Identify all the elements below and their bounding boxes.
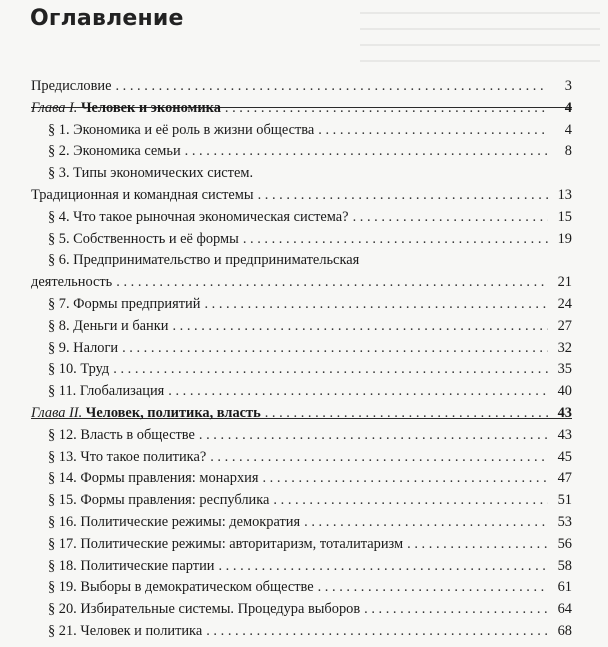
- dot-leader: [204, 294, 548, 316]
- toc-entry[interactable]: [31, 98, 572, 120]
- toc-entry-row: [31, 447, 572, 469]
- page-number: 58: [557, 557, 572, 574]
- toc-entry[interactable]: [31, 556, 572, 578]
- toc-entry[interactable]: [31, 229, 572, 251]
- toc-entry-title: § 9. Налоги: [48, 339, 119, 356]
- toc-entry-row: [31, 98, 572, 120]
- toc-entry-title: § 5. Собственность и её формы: [48, 230, 239, 247]
- dot-leader: [116, 272, 548, 294]
- dot-leader: [115, 76, 548, 98]
- dot-leader: [407, 534, 548, 556]
- dot-leader: [206, 621, 548, 643]
- toc-entry-title: § 8. Деньги и банки: [48, 317, 169, 334]
- toc-entry[interactable]: [31, 141, 572, 163]
- page-number: 43: [557, 404, 572, 421]
- toc-entry-row: [31, 338, 572, 360]
- page-number: 45: [557, 448, 572, 465]
- toc-entry[interactable]: [31, 512, 572, 534]
- page-number: 19: [557, 230, 572, 247]
- page-number: 24: [557, 295, 572, 312]
- toc-entry-title: § 4. Что такое рыночная экономическая система?: [48, 208, 349, 225]
- toc-entry-title: § 10. Труд: [48, 361, 110, 378]
- dot-leader: [113, 359, 548, 381]
- toc-entry-row: [31, 512, 572, 534]
- dot-leader: [199, 425, 548, 447]
- page-number: 68: [557, 622, 572, 639]
- toc-entry[interactable]: [31, 534, 572, 556]
- dot-leader: [225, 98, 548, 120]
- toc-entry-row: [31, 490, 572, 512]
- toc-entry-title: § 2. Экономика семьи: [48, 143, 181, 160]
- page-number: 61: [557, 579, 572, 596]
- page-number: 53: [557, 513, 572, 530]
- toc-entry-title: § 19. Выборы в демократическом обществе: [48, 579, 314, 596]
- dot-leader: [168, 381, 548, 403]
- dot-leader: [304, 512, 548, 534]
- page-title: Оглавление: [30, 6, 184, 31]
- toc-entry[interactable]: [31, 338, 572, 360]
- toc-entry-title: § 20. Избирательные системы. Процедура выборов: [48, 601, 361, 618]
- dot-leader: [185, 141, 548, 163]
- page-number: 40: [557, 383, 572, 400]
- page-number: 32: [557, 339, 572, 356]
- toc-entry-row: [31, 534, 572, 556]
- dot-leader: [210, 447, 548, 469]
- chapter-number: Глава I.: [31, 99, 81, 116]
- dot-leader: [364, 599, 548, 621]
- toc-entry-title: § 15. Формы правления: республика: [48, 492, 270, 509]
- toc-entry-title: Предисловие: [31, 78, 112, 94]
- toc-entry-title: [31, 403, 261, 425]
- toc-entry-title: § 7. Формы предприятий: [48, 295, 201, 312]
- dot-leader: [218, 556, 548, 578]
- toc-entry-row: [31, 577, 572, 599]
- toc-entry-title-line1: § 6. Предпринимательство и предпринимательская: [48, 252, 360, 269]
- toc-entry-row: [31, 359, 572, 381]
- page-number: 21: [557, 274, 572, 291]
- toc-entry-title: § 16. Политические режимы: демократия: [48, 513, 301, 530]
- toc-entry-row: [31, 207, 572, 229]
- page-number: 3: [564, 78, 572, 94]
- dot-leader: [273, 490, 548, 512]
- toc-entry-title: [31, 98, 221, 120]
- page-number: 64: [557, 601, 572, 618]
- toc-entry-row: [31, 76, 572, 98]
- toc-entry[interactable]: [31, 207, 572, 229]
- toc-entry-row: [31, 599, 572, 621]
- dot-leader: [122, 338, 548, 360]
- toc-entry-row: [31, 229, 572, 251]
- toc-entry-row: [31, 621, 572, 643]
- toc-entry[interactable]: [31, 621, 572, 643]
- toc-entry[interactable]: [31, 163, 572, 207]
- dot-leader: [265, 403, 548, 425]
- dot-leader: [258, 185, 548, 207]
- page-number: 4: [564, 99, 572, 116]
- bleed-through-texture: [360, 2, 600, 62]
- dot-leader: [353, 207, 548, 229]
- toc-entry-row: [31, 403, 572, 425]
- toc-entry[interactable]: [31, 294, 572, 316]
- dot-leader: [243, 229, 548, 251]
- toc-entry-title: § 17. Политические режимы: авторитаризм, тоталитаризм: [48, 535, 404, 552]
- toc-entry-row: [31, 425, 572, 447]
- toc-entry-title: § 13. Что такое политика?: [48, 448, 207, 465]
- page-number: 13: [557, 186, 572, 203]
- page-number: 35: [557, 361, 572, 378]
- toc-entry[interactable]: [31, 599, 572, 621]
- toc-entry-title: § 18. Политические партии: [48, 557, 215, 574]
- toc-entry-title: § 11. Глобализация: [48, 383, 165, 400]
- page-number: 8: [564, 143, 572, 160]
- toc-entry[interactable]: [31, 359, 572, 381]
- chapter-title: Человек, политика, власть: [85, 404, 261, 421]
- dot-leader: [172, 316, 548, 338]
- toc-entry-row: [31, 316, 572, 338]
- chapter-number: Глава II.: [31, 404, 86, 421]
- toc-entry-title: § 14. Формы правления: монархия: [48, 470, 259, 487]
- toc-entry-title: § 21. Человек и политика: [48, 622, 203, 639]
- toc-entry[interactable]: [31, 490, 572, 512]
- table-of-contents: [31, 76, 572, 643]
- toc-entry[interactable]: [31, 425, 572, 447]
- toc-entry-title: § 1. Экономика и её роль в жизни общества: [48, 121, 315, 138]
- toc-entry[interactable]: [31, 316, 572, 338]
- toc-entry-row: [31, 381, 572, 403]
- dot-leader: [318, 577, 548, 599]
- toc-entry-title-line1: § 3. Типы экономических систем.: [48, 165, 254, 182]
- toc-entry[interactable]: [31, 250, 572, 294]
- toc-entry-row: [31, 468, 572, 490]
- toc-entry[interactable]: [31, 577, 572, 599]
- toc-entry-row: [31, 185, 572, 207]
- toc-entry[interactable]: [31, 468, 572, 490]
- page-number: 27: [557, 317, 572, 334]
- chapter-title: Человек и экономика: [81, 99, 221, 116]
- toc-entry[interactable]: [31, 120, 572, 142]
- toc-entry-title: деятельность: [31, 274, 113, 291]
- toc-entry[interactable]: [31, 447, 572, 469]
- page-number: 4: [564, 121, 572, 138]
- dot-leader: [262, 468, 548, 490]
- page-number: 56: [557, 535, 572, 552]
- page-number: 15: [557, 208, 572, 225]
- toc-entry-row: [31, 120, 572, 142]
- toc-entry-row: [31, 272, 572, 294]
- page-number: 47: [557, 470, 572, 487]
- toc-entry-title: Традиционная и командная системы: [31, 186, 254, 203]
- toc-entry[interactable]: [31, 403, 572, 425]
- toc-entry-row: [31, 141, 572, 163]
- page-number: 43: [557, 426, 572, 443]
- toc-entry-row: [31, 556, 572, 578]
- toc-entry-row: [31, 294, 572, 316]
- toc-entry[interactable]: [31, 381, 572, 403]
- toc-entry[interactable]: [31, 76, 572, 98]
- toc-entry-title: § 12. Власть в обществе: [48, 426, 195, 443]
- page-number: 51: [557, 492, 572, 509]
- dot-leader: [318, 120, 548, 142]
